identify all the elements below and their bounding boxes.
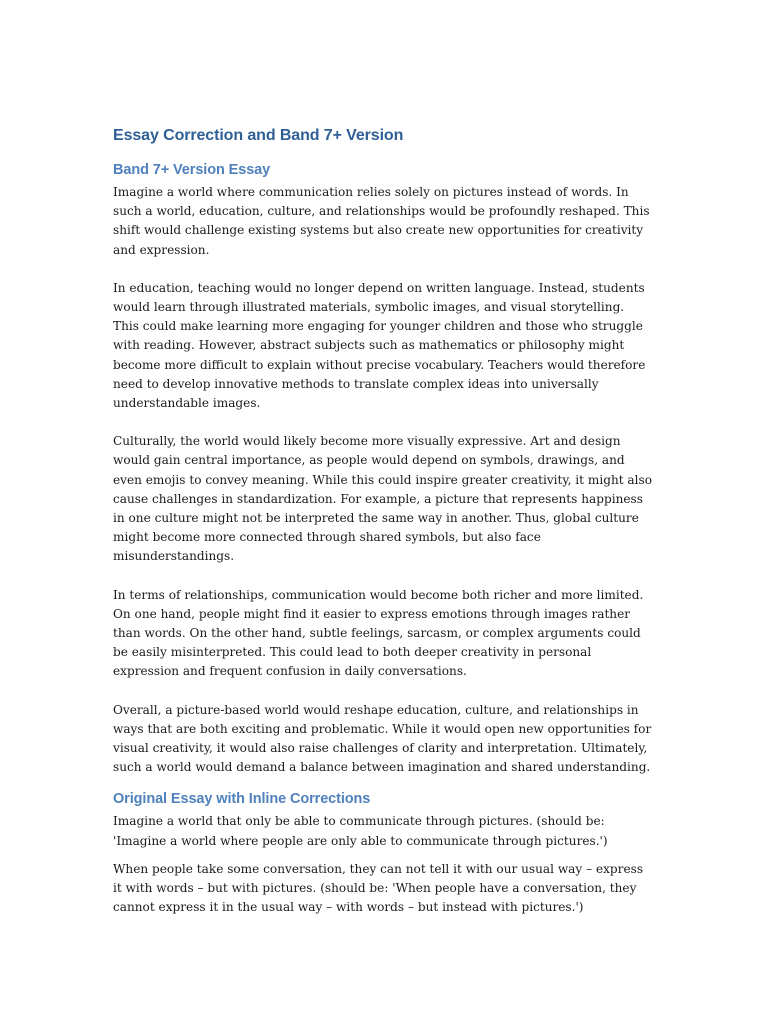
band-essay-paragraph-3: Culturally, the world would likely become more visually expressive. Art and design would gain central importance, as people would depend on symbols, drawings, and even emojis to convey meaning. While this could inspire greater creativity, it might also cause challenges in standardization. For example, a picture that represents happiness in one culture might not be interpreted the same way in another. Thus, global culture might become more connected through shared symbols, but also face misunderstandings. xyxy=(113,434,652,564)
original-essay-paragraph-1: Imagine a world that only be able to communicate through pictures. (should be: 'Imagine a world where people are only able to communicate through pictures.') xyxy=(113,814,608,848)
document-title: Essay Correction and Band 7+ Version xyxy=(113,127,404,144)
band-essay-paragraph-5: Overall, a picture-based world would reshape education, culture, and relationships in ways that are both exciting and problematic. While it would open new opportunities for visual creativity, it would also raise challenges of clarity and interpretation. Ultimately, such a world would demand a balance between imagination and shared understanding. xyxy=(113,702,652,775)
band-essay-paragraph-2: In education, teaching would no longer depend on written language. Instead, students would learn through illustrated materials, symbolic images, and visual storytelling. This could make learning more engaging for younger children and those who struggle with reading. However, abstract subjects such as mathematics or philosophy might become more difficult to explain without precise vocabulary. Teachers would therefore need to develop innovative methods to translate complex ideas into universally understandable images. xyxy=(113,280,646,411)
document-page xyxy=(113,124,653,927)
original-essay-heading: Original Essay with Inline Corrections xyxy=(113,791,371,808)
band-essay-paragraph-4: In terms of relationships, communication would become both richer and more limited. On one hand, people might find it easier to express emotions through images rather than words. On the other hand, subtle feelings, sarcasm, or complex arguments could be easily misinterpreted. This could lead to both deeper creativity in personal expression and frequent confusion in daily conversations. xyxy=(113,587,644,679)
band-essay-paragraph-1: Imagine a world where communication relies solely on pictures instead of words. In such a world, education, culture, and relationships would be profoundly reshaped. This shift would challenge existing systems but also create new opportunities for creativity and expression. xyxy=(113,185,650,257)
original-essay-paragraph-2: When people take some conversation, they can not tell it with our usual way – express it with words – but with pictures. (should be: 'When people have a conversation, they cannot express it in the usual way – with words – but instead with pictures.') xyxy=(113,861,644,915)
band-essay-heading: Band 7+ Version Essay xyxy=(113,162,271,178)
